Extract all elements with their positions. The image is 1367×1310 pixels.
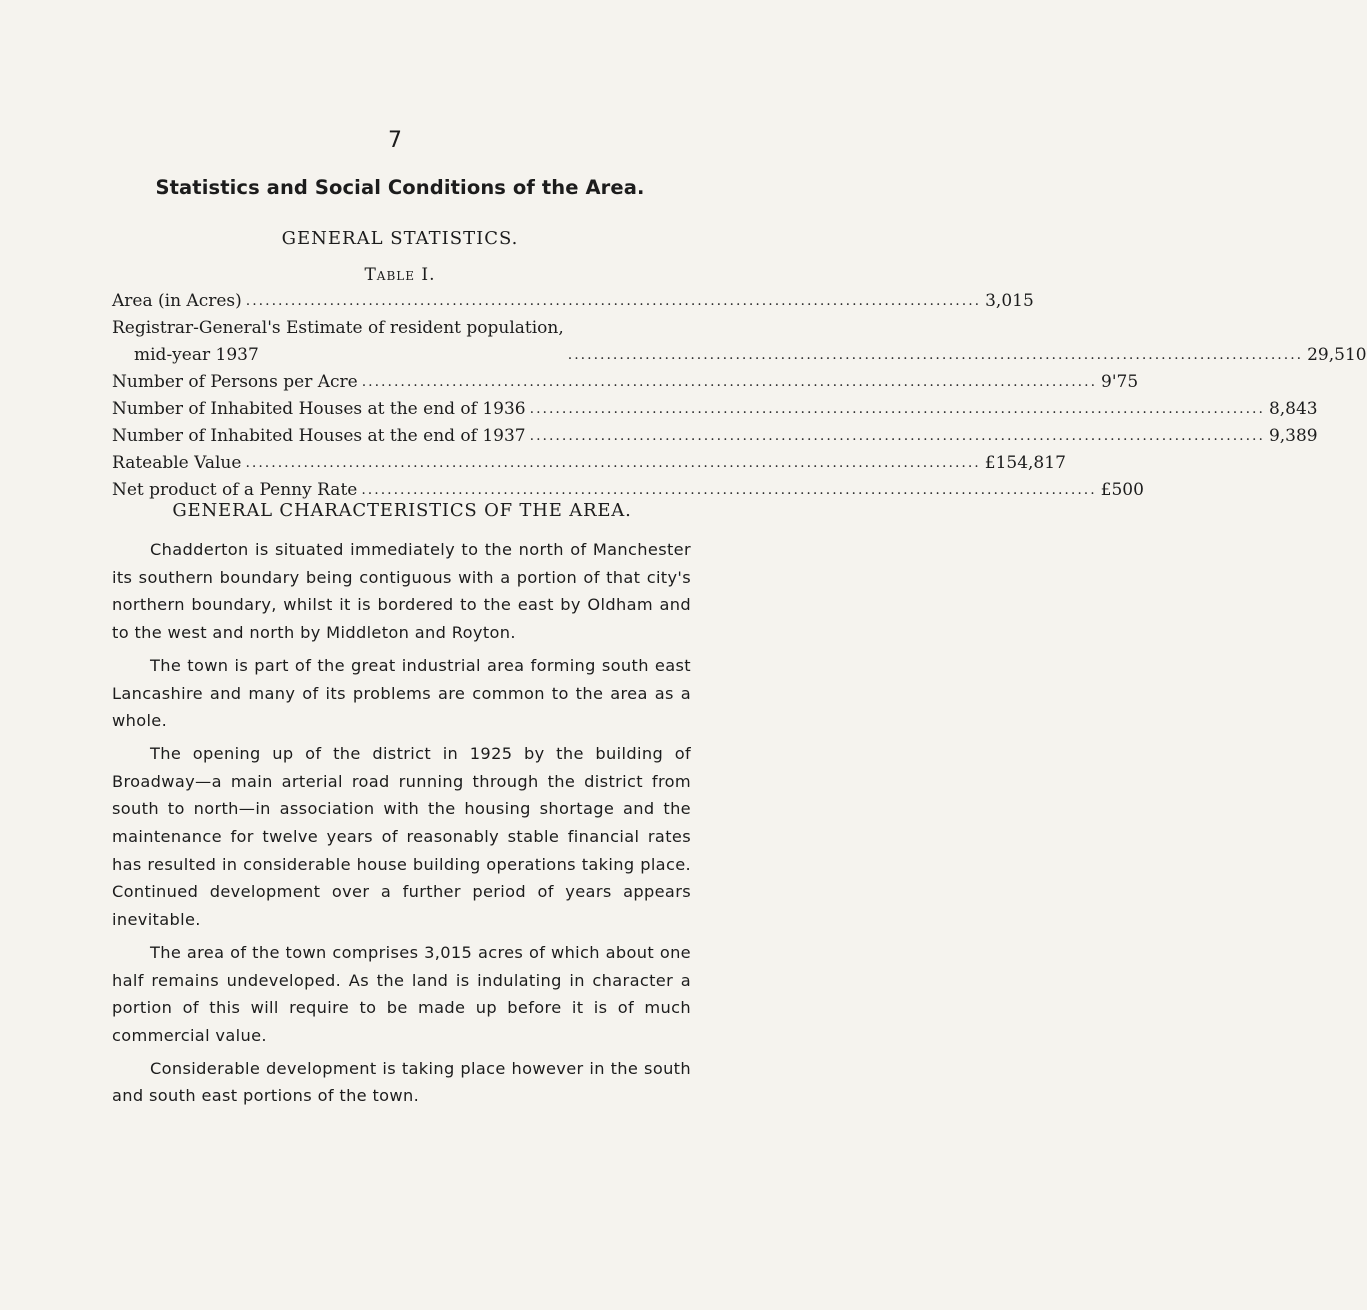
dot-leader: .................................................................................................................. — [361, 374, 1098, 390]
section-heading-general-statistics: GENERAL STATISTICS. — [281, 228, 519, 249]
stat-label-line2: mid-year 1937 — [134, 345, 259, 365]
paragraph: The area of the town comprises 3,015 acres of which about one half remains undeveloped. As the land is indulating in character a portion of this will require to be made up before it is of much commercial value. — [112, 942, 691, 1045]
stat-row-population — [112, 315, 1367, 369]
stat-value: 8,843 — [1268, 399, 1318, 419]
paragraph: Chadderton is situated immediately to the north of Manchester its southern boundary being contiguous with a portion of that city's northern boundary, whilst it is bordered to the east by Oldham and to the west and north by Middleton and Royton. — [112, 540, 691, 643]
dot-leader: .................................................................................................................. — [529, 401, 1265, 417]
section-heading-general-characteristics: GENERAL CHARACTERISTICS OF THE AREA. — [172, 500, 632, 521]
dot-leader: .................................................................................................................. — [567, 347, 1304, 363]
stat-value: £500 — [1100, 480, 1144, 500]
dot-leader: .................................................................................................................. — [529, 428, 1265, 444]
stat-row-houses-1937 — [112, 423, 1318, 450]
statistics-table — [112, 288, 1367, 504]
dot-leader: .................................................................................................................. — [245, 293, 982, 309]
stat-label — [112, 315, 564, 369]
stat-label: Number of Inhabited Houses at the end of 1936 — [112, 399, 526, 419]
stat-row-houses-1936 — [112, 396, 1318, 423]
characteristics-body — [112, 536, 691, 1110]
paragraph: The opening up of the district in 1925 by the building of Broadway—a main arterial road running through the district from south to north—in association with the housing shortage and the maintenance for twelve years of reasonably stable financial rates has resulted in considerable house building operations taking place. Continued development over a further period of years appears inevitable. — [112, 743, 691, 930]
stat-label: Area (in Acres) — [112, 291, 242, 311]
stat-label-line1: Registrar-General's Estimate of resident population, — [112, 318, 564, 338]
paragraph: The town is part of the great industrial area forming south east Lancashire and many of its problems are common to the area as a whole. — [112, 655, 691, 731]
stat-row-rateable-value — [112, 450, 1066, 477]
stat-label: Number of Inhabited Houses at the end of 1937 — [112, 426, 526, 446]
stat-value: 29,510 — [1307, 345, 1367, 365]
table-caption: Table I. — [364, 265, 436, 285]
stat-label: Number of Persons per Acre — [112, 372, 358, 392]
stat-value: 3,015 — [985, 291, 1034, 311]
page-number: 7 — [388, 128, 402, 153]
paragraph: Considerable development is taking place however in the south and south east portions of the town. — [112, 1058, 691, 1106]
stat-label: Rateable Value — [112, 453, 242, 473]
stat-row-persons-per-acre — [112, 369, 1139, 396]
stat-value: £154,817 — [984, 453, 1066, 473]
stat-value: 9,389 — [1268, 426, 1318, 446]
stat-value: 9'75 — [1101, 372, 1139, 392]
stat-label: Net product of a Penny Rate — [112, 480, 358, 500]
main-heading: Statistics and Social Conditions of the Area. — [155, 176, 645, 199]
dot-leader: .................................................................................................................. — [245, 455, 981, 471]
stat-row-area — [112, 288, 1034, 315]
dot-leader: .................................................................................................................. — [361, 482, 1097, 498]
